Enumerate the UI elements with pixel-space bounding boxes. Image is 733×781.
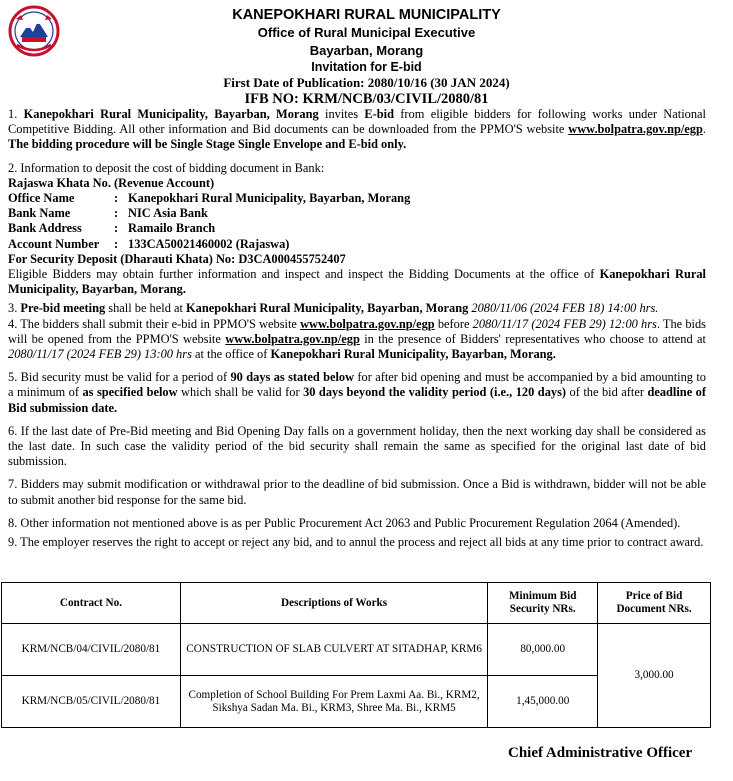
account-number-row: Account Number : 133CA50021460002 (Rajaswa) bbox=[8, 236, 290, 251]
contract-no-cell: KRM/NCB/05/CIVIL/2080/81 bbox=[2, 676, 181, 728]
description-cell: CONSTRUCTION OF SLAB CULVERT AT SITADHAP, KRM6 bbox=[180, 624, 487, 676]
bid-security-cell: 80,000.00 bbox=[488, 624, 598, 676]
office-address: Bayarban, Morang bbox=[309, 43, 424, 58]
paragraph-3: 3. Pre-bid meeting shall be held at Kanepokhari Rural Municipality, Bayarban, Morang 2080/11/06 (2024 FEB 18) 14:00 hrs. bbox=[8, 301, 659, 316]
ifb-number: IFB NO: KRM/NCB/03/CIVIL/2080/81 bbox=[244, 91, 489, 107]
security-deposit-account: For Security Deposit (Dharauti Khata) No: D3CA000455752407 bbox=[8, 251, 346, 266]
bolpatra-link[interactable]: www.bolpatra.gov.np/egp bbox=[225, 331, 360, 346]
publication-date: First Date of Publication: 2080/10/16 (30 JAN 2024) bbox=[223, 75, 510, 90]
notice-body bbox=[8, 107, 706, 550]
bolpatra-link[interactable]: www.bolpatra.gov.np/egp bbox=[300, 316, 435, 331]
document-price-cell: 3,000.00 bbox=[598, 624, 711, 728]
paragraph-7: 7. Bidders may submit modification or withdrawal prior to the deadline of bid submission. Once a Bid is withdrawn, bidder will not be able to submit another bid response for the same bid. bbox=[8, 477, 706, 507]
revenue-account-title: Rajaswa Khata No. (Revenue Account) bbox=[8, 175, 215, 190]
bank-address-row: Bank Address : Ramailo Branch bbox=[8, 221, 216, 236]
notice-title: Invitation for E-bid bbox=[311, 60, 422, 74]
paragraph-5: 5. Bid security must be valid for a period of 90 days as stated below for after bid opening and must be accompanied by a bid amounting to a minimum of as specified below which shall be valid for 30 days beyond the validity period (i.e., 120 days) of the bid after deadline of Bid submission date. bbox=[8, 370, 706, 415]
paragraph-9: 9. The employer reserves the right to accept or reject any bid, and to annul the process and reject all bids at any time prior to contract award. bbox=[8, 535, 704, 550]
header-bid-security: Minimum Bid Security NRs. bbox=[488, 583, 598, 624]
paragraph-4: 4. The bidders shall submit their e-bid in PPMO'S website www.bolpatra.gov.np/egp before 2080/11/17 (2024 FEB 29) 12:00 hrs. The bids will be opened from the PPMO'S website www.bolpatra.gov.np/egp in the presence of Bidders' representatives who choose to attend at 2080/11/17 (2024 FEB 29) 13:00 hrs at the office of Kanepokhari Rural Municipality, Bayarban, Morang. bbox=[8, 316, 706, 362]
paragraph-2-intro: 2. Information to deposit the cost of bidding document in Bank: bbox=[8, 160, 325, 175]
header-document-price: Price of Bid Document NRs. bbox=[598, 583, 711, 624]
municipality-title: KANEPOKHARI RURAL MUNICIPALITY bbox=[232, 7, 501, 23]
office-name: Office of Rural Municipal Executive bbox=[257, 25, 476, 40]
header-contract-no: Contract No. bbox=[2, 583, 181, 624]
table-row bbox=[2, 624, 711, 676]
description-cell: Completion of School Building For Prem Laxmi Aa. Bi., KRM2, Sikshya Sadan Ma. Bi., KRM3, Shree Ma. Bi., KRM5 bbox=[180, 676, 487, 728]
paragraph-6: 6. If the last date of Pre-Bid meeting and Bid Opening Day falls on a government holiday, then the next working day shall be considered as the last date. In such case the validity period of the bid security shall remain the same as specified for the original last date of bid submission. bbox=[8, 423, 706, 469]
eligible-bidders-note: Eligible Bidders may obtain further information and inspect and inspect the Bidding Documents at the office of Kanepokhari Rural Municipality, Bayarban, Morang. bbox=[8, 267, 706, 297]
signatory-title: Chief Administrative Officer bbox=[508, 745, 693, 761]
table-header-row bbox=[2, 583, 711, 624]
paragraph-8: 8. Other information not mentioned above is as per Public Procurement Act 2063 and Public Procurement Regulation 2064 (Amended). bbox=[8, 515, 681, 530]
paragraph-1: 1. Kanepokhari Rural Municipality, Bayarban, Morang invites E-bid from eligible bidders for following works under National Competitive Bidding. All other information and Bid documents can be downloaded from the PPMO'S website www.bolpatra.gov.np/egp. The bidding procedure will be Single Stage Single Envelope and E-bid only. bbox=[8, 107, 706, 152]
contract-no-cell: KRM/NCB/04/CIVIL/2080/81 bbox=[2, 624, 181, 676]
bolpatra-link[interactable]: www.bolpatra.gov.np/egp bbox=[568, 122, 703, 137]
bank-name-row: Bank Name : NIC Asia Bank bbox=[8, 206, 208, 221]
header-description: Descriptions of Works bbox=[180, 583, 487, 624]
office-name-row: Office Name : Kanepokhari Rural Municipality, Bayarban, Morang bbox=[8, 191, 411, 206]
bid-security-cell: 1,45,000.00 bbox=[488, 676, 598, 728]
works-table bbox=[1, 582, 711, 728]
